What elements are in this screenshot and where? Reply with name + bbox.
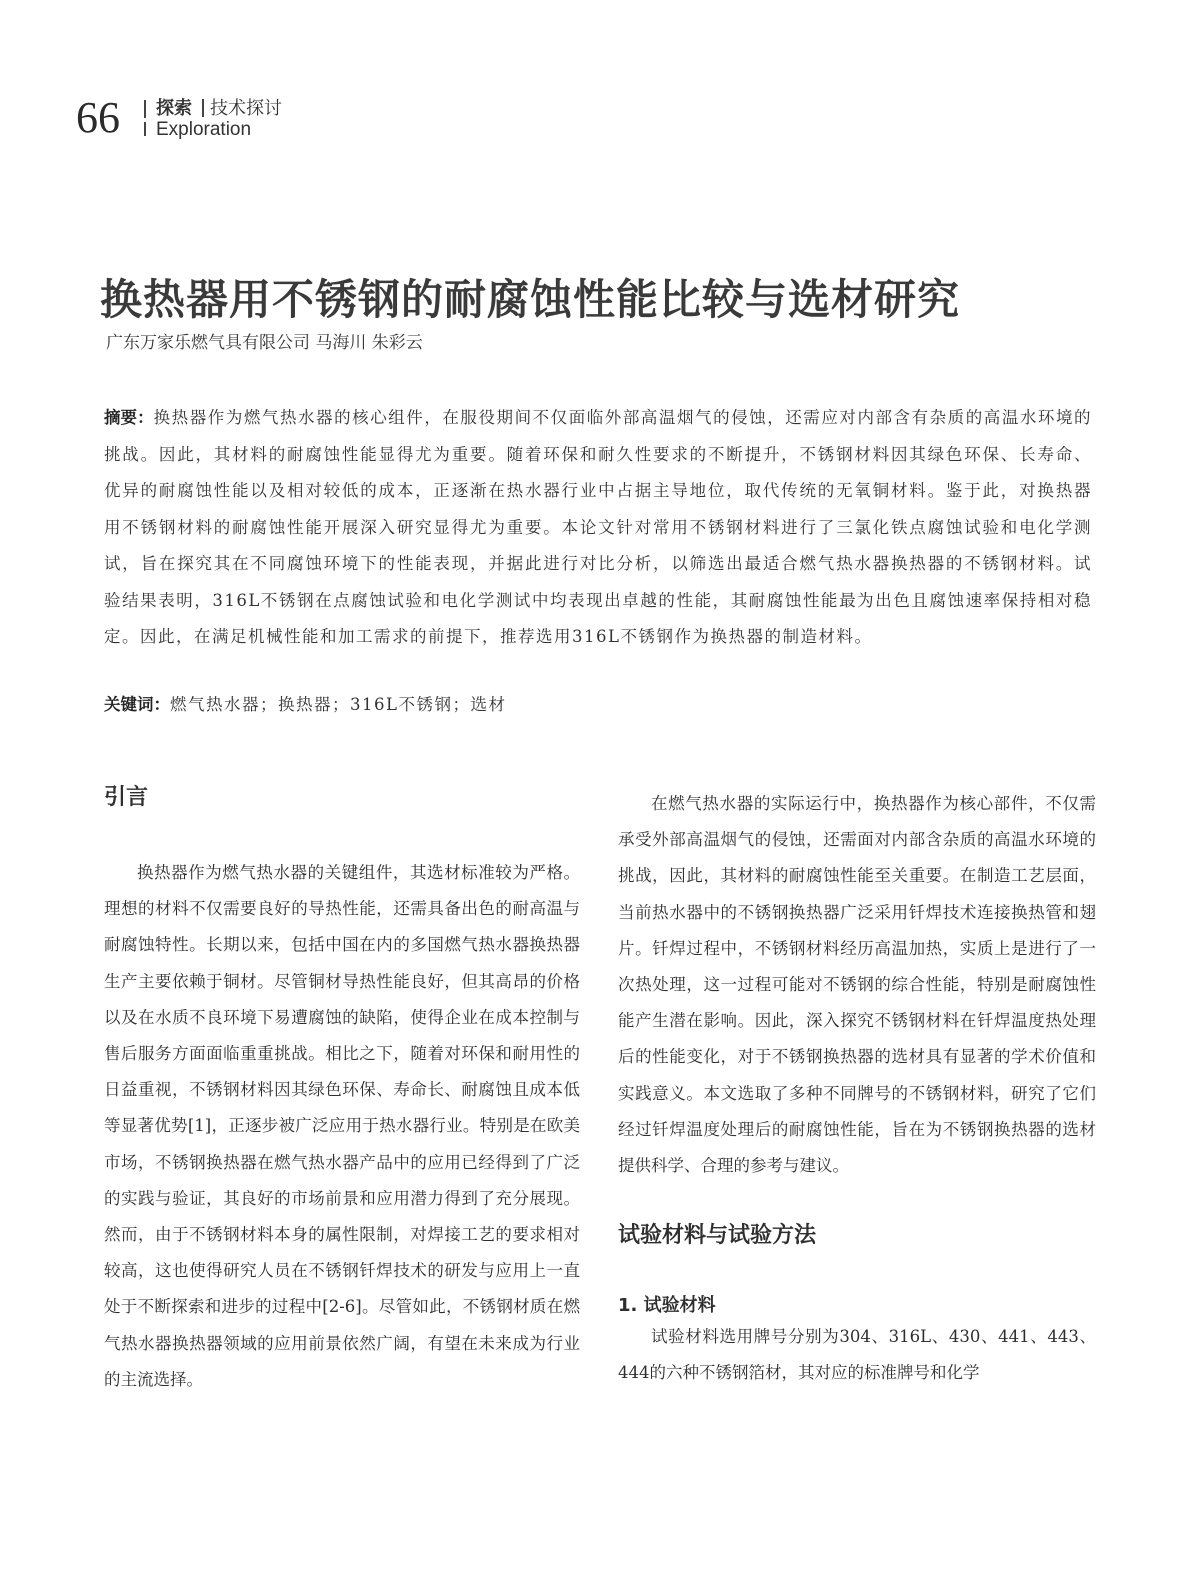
section-label-en: Exploration bbox=[156, 119, 252, 140]
header-divider bbox=[144, 122, 146, 136]
article-title: 换热器用不锈钢的耐腐蚀性能比较与选材研究 bbox=[100, 275, 961, 325]
left-column bbox=[104, 780, 580, 1398]
intro-heading: 引言 bbox=[104, 785, 149, 810]
abstract bbox=[104, 400, 1092, 656]
right-column bbox=[618, 786, 1096, 1392]
section-separator bbox=[202, 99, 204, 117]
subsection-name: 技术探讨 bbox=[210, 98, 282, 119]
keywords-label: 关键词： bbox=[104, 695, 170, 714]
keywords-text: 燃气热水器；换热器；316L不锈钢；选材 bbox=[170, 695, 507, 714]
materials-paragraph: 试验材料选用牌号分别为304、316L、430、441、443、444的六种不锈钢箔材，其对应的标准牌号和化学 bbox=[618, 1327, 1096, 1383]
right-paragraph: 在燃气热水器的实际运行中，换热器作为核心部件，不仅需承受外部高温烟气的侵蚀，还需面对内部含杂质的高温水环境的挑战，因此，其材料的耐腐蚀性能至关重要。在制造工艺层面，当前热水器中的不锈钢换热器广泛采用钎焊技术连接换热管和翅片。钎焊过程中，不锈钢材料经历高温加热，实质上是进行了一次热处理，这一过程可能对不锈钢的综合性能，特别是耐腐蚀性能产生潜在影响。因此，深入探究不锈钢材料在钎焊温度热处理后的性能变化，对于不锈钢换热器的选材具有显著的学术价值和实践意义。本文选取了多种不同牌号的不锈钢材料，研究了它们经过钎焊温度处理后的耐腐蚀性能，旨在为不锈钢换热器的选材提供科学、合理的参考与建议。 bbox=[618, 794, 1096, 1176]
article-authors: 广东万家乐燃气具有限公司 马海川 朱彩云 bbox=[106, 333, 423, 353]
methods-heading: 试验材料与试验方法 bbox=[618, 1223, 817, 1249]
intro-paragraph: 换热器作为燃气热水器的关键组件，其选材标准较为严格。理想的材料不仅需要良好的导热性能，还需具备出色的耐高温与耐腐蚀特性。长期以来，包括中国在内的多国燃气热水器换热器生产主要依赖于铜材。尽管铜材导热性能良好，但其高昂的价格以及在水质不良环境下易遭腐蚀的缺陷，使得企业在成本控制与售后服务方面面临重重挑战。相比之下，随着对环保和耐用性的日益重视，不锈钢材料因其绿色环保、寿命长、耐腐蚀且成本低等显著优势[1]，正逐步被广泛应用于热水器行业。特别是在欧美市场，不锈钢换热器在燃气热水器产品中的应用已经得到了广泛的实践与验证，其良好的市场前景和应用潜力得到了充分展现。然而，由于不锈钢材料本身的属性限制，对焊接工艺的要求相对较高，这也使得研究人员在不锈钢钎焊技术的研发与应用上一直处于不断探索和进步的过程中[2-6]。尽管如此，不锈钢材质在燃气热水器换热器领域的应用前景依然广阔，有望在未来成为行业的主流选择。 bbox=[104, 863, 580, 1389]
abstract-label: 摘要： bbox=[104, 408, 154, 427]
section-label bbox=[156, 94, 282, 120]
page-number: 66 bbox=[76, 93, 120, 142]
section-name: 探索 bbox=[156, 98, 192, 119]
keywords bbox=[104, 690, 1092, 720]
materials-subheading: 1. 试验材料 bbox=[618, 1295, 716, 1317]
header-divider bbox=[144, 100, 146, 118]
abstract-text: 换热器作为燃气热水器的核心组件，在服役期间不仅面临外部高温烟气的侵蚀，还需应对内部含有杂质的高温水环境的挑战。因此，其材料的耐腐蚀性能显得尤为重要。随着环保和耐久性要求的不断提升，不锈钢材料因其绿色环保、长寿命、优异的耐腐蚀性能以及相对较低的成本，正逐渐在热水器行业中占据主导地位，取代传统的无氧铜材料。鉴于此，对换热器用不锈钢材料的耐腐蚀性能开展深入研究显得尤为重要。本论文针对常用不锈钢材料进行了三氯化铁点腐蚀试验和电化学测试，旨在探究其在不同腐蚀环境下的性能表现，并据此进行对比分析，以筛选出最适合燃气热水器换热器的不锈钢材料。试验结果表明，316L不锈钢在点腐蚀试验和电化学测试中均表现出卓越的性能，其耐腐蚀性能最为出色且腐蚀速率保持相对稳定。因此，在满足机械性能和加工需求的前提下，推荐选用316L不锈钢作为换热器的制造材料。 bbox=[104, 408, 1093, 646]
